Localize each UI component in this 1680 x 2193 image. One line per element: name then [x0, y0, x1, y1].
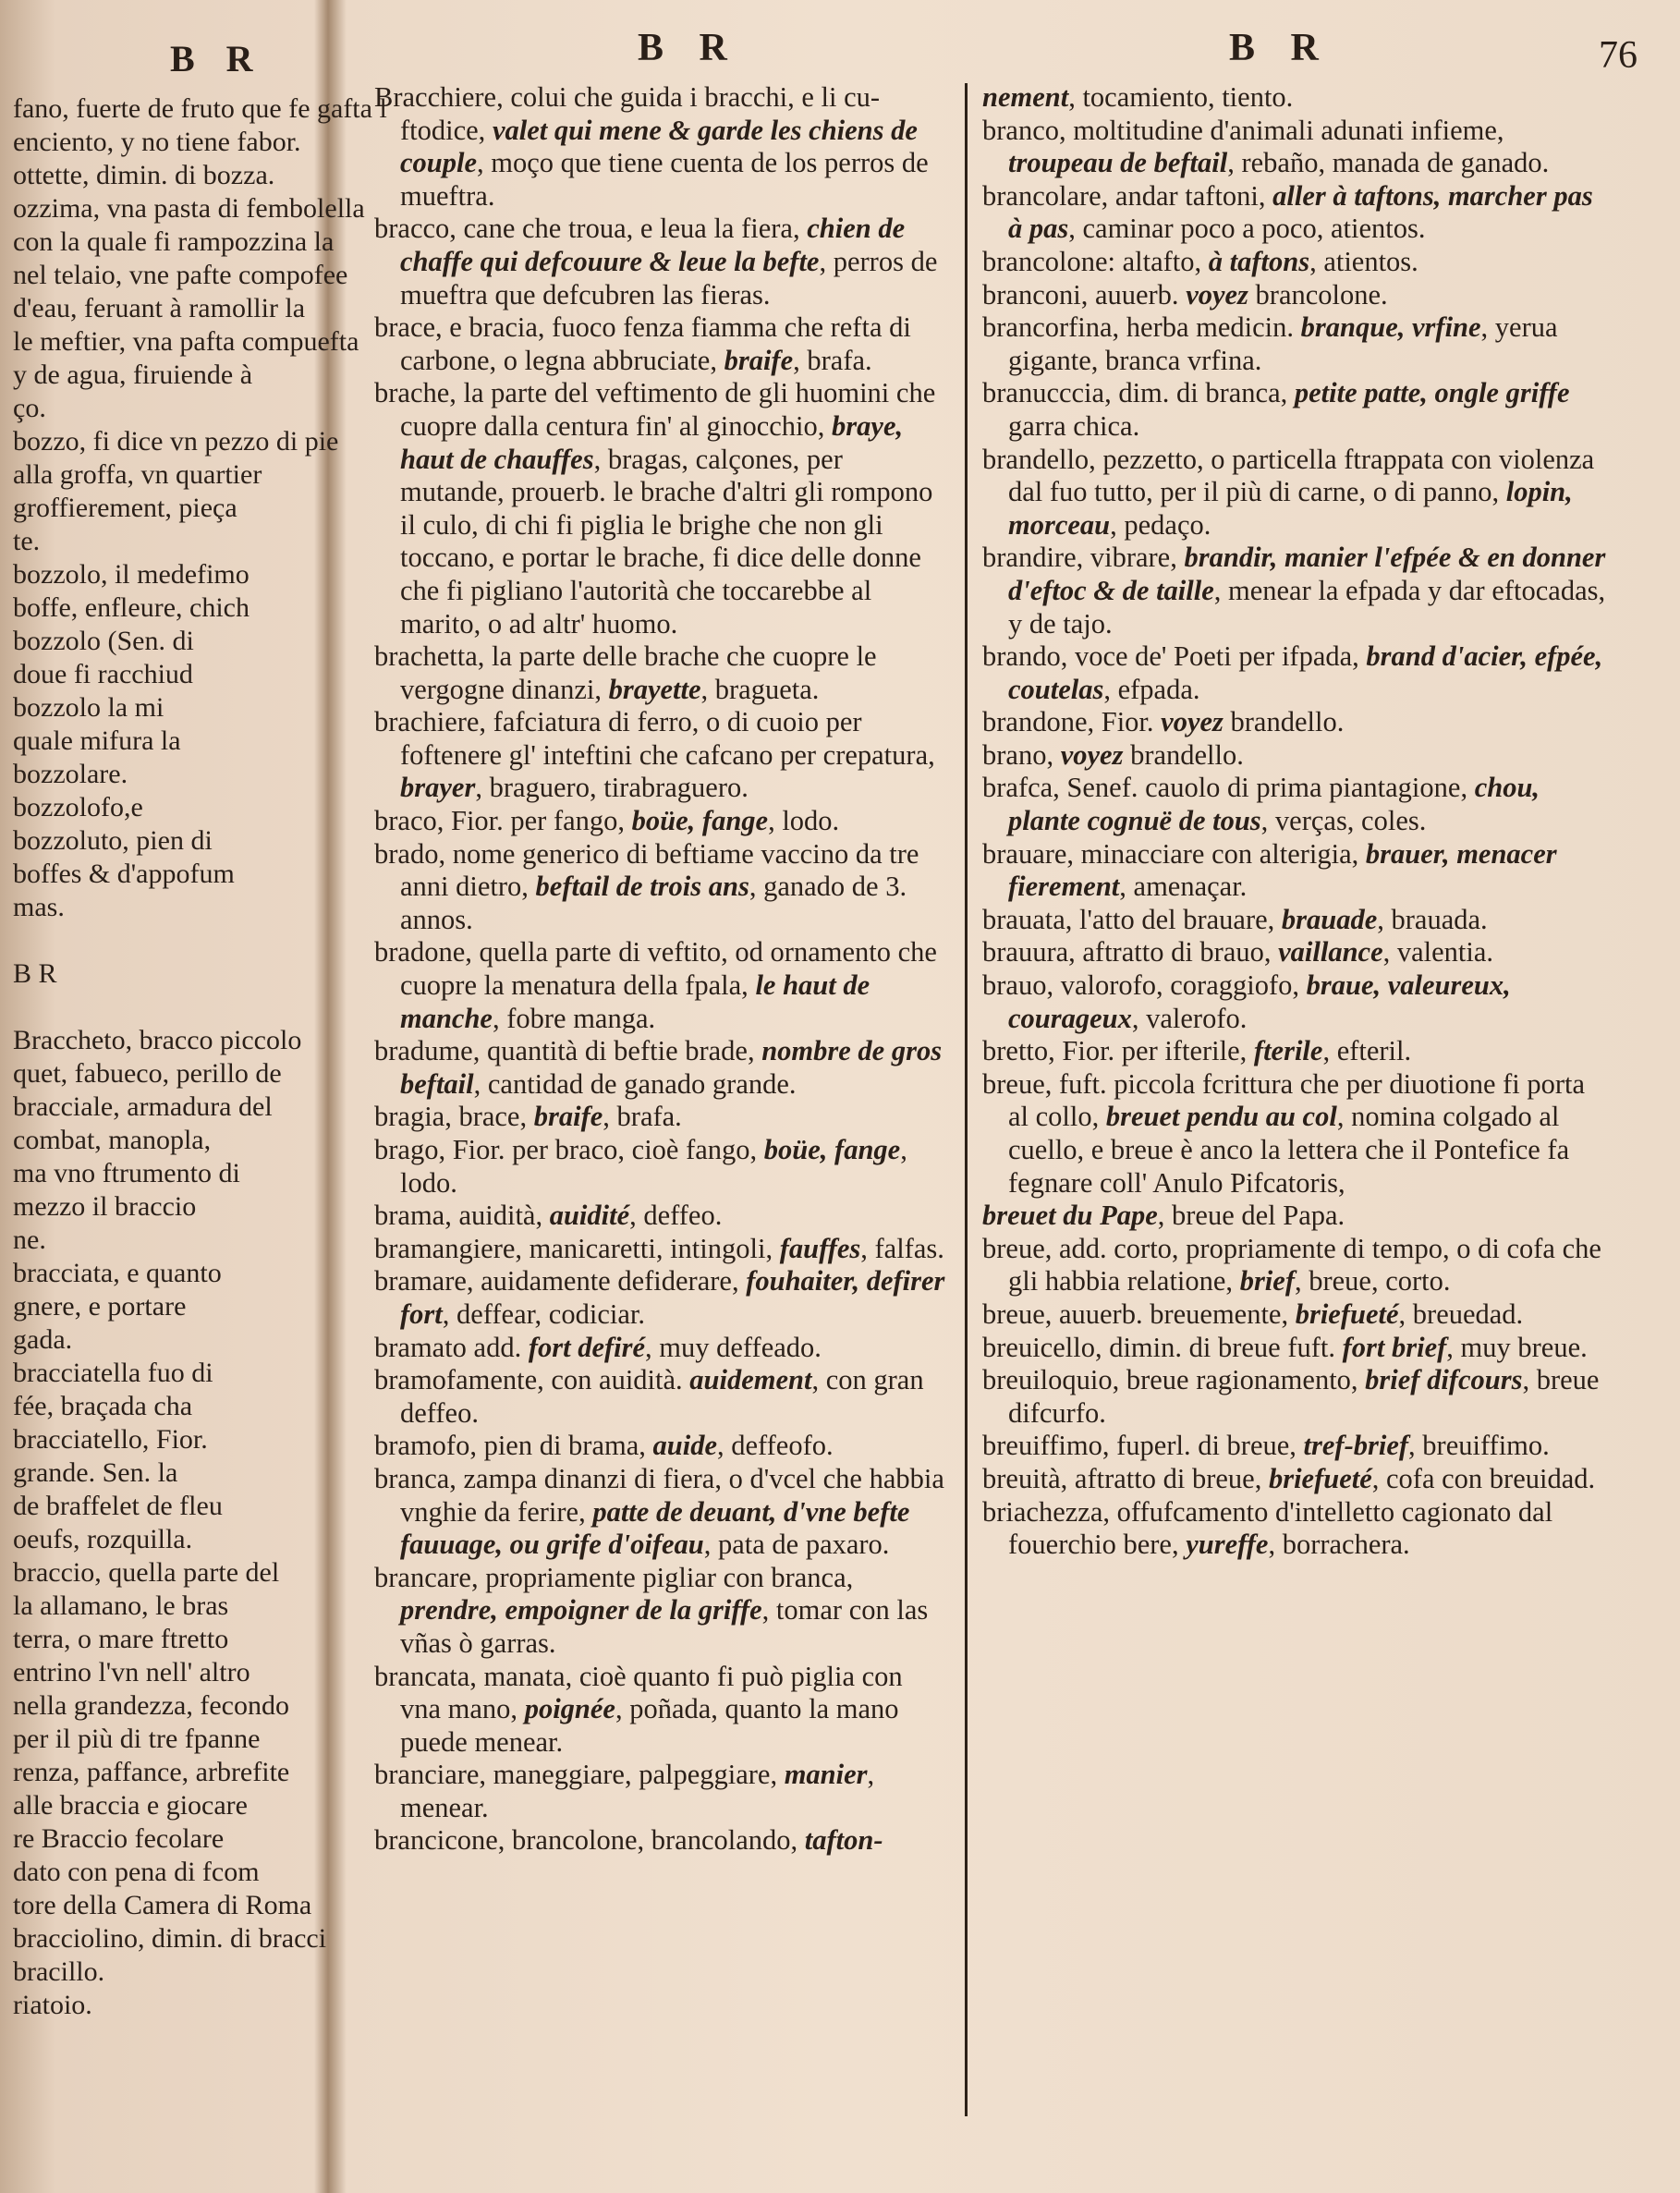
- entry-spanish: , moço que tiene cuenta de los perros de mueftra.: [400, 147, 929, 212]
- dictionary-entry: [374, 640, 947, 706]
- left-strip-line: doue fi racchiud: [13, 659, 193, 689]
- dictionary-entry: [982, 706, 1611, 739]
- entry-italian: bragia, brace,: [374, 1101, 534, 1133]
- entry-spanish: , cantidad de ganado grande.: [473, 1067, 797, 1100]
- dictionary-entry: [982, 772, 1611, 837]
- entry-french: aller à taftons, marcher pas à pas: [1008, 179, 1593, 245]
- left-strip-line: renza, paffance, arbrefite: [13, 1757, 290, 1787]
- entry-spanish: , tomar con las vñas ò garras.: [400, 1594, 929, 1659]
- dictionary-entry: [374, 81, 947, 213]
- left-strip-line: ma vno ftrumento di: [13, 1158, 240, 1188]
- left-strip-line: bracciata, e quanto: [13, 1258, 222, 1288]
- entry-french: brief: [1239, 1265, 1295, 1298]
- entry-french: brief difcours: [1365, 1364, 1523, 1396]
- entry-spanish: , breue del Papa.: [1157, 1200, 1345, 1232]
- dictionary-entry: [982, 904, 1611, 937]
- left-strip-line: bozzolo (Sen. di: [13, 626, 194, 656]
- dictionary-entry: [374, 1200, 947, 1233]
- dictionary-entry: [982, 1430, 1611, 1463]
- entry-spanish: , cofa con breuidad.: [1371, 1462, 1596, 1494]
- entry-spanish: , falfas.: [860, 1232, 944, 1264]
- dictionary-entry: [374, 1134, 947, 1200]
- entry-italian: brandire, vibrare,: [982, 542, 1185, 574]
- entry-italian: bramofo, pien di brama,: [374, 1430, 653, 1462]
- entry-spanish: , deffear, codiciar.: [442, 1298, 645, 1330]
- entry-italian: bramofamente, con auidità.: [374, 1364, 690, 1396]
- entry-spanish: , tocamiento, tiento.: [1068, 81, 1294, 113]
- dictionary-entry: [982, 542, 1611, 640]
- dictionary-entry: [374, 1824, 947, 1858]
- left-strip-line: oeufs, rozquilla.: [13, 1524, 193, 1554]
- entry-italian: breue, auuerb. breuemente,: [982, 1298, 1296, 1330]
- left-strip-line: bozzolo la mi: [13, 692, 164, 723]
- left-strip-line: per il più di tre fpanne: [13, 1724, 261, 1754]
- left-strip-line: boffes & d'appofum: [13, 859, 235, 889]
- entry-spanish: , pedaço.: [1110, 508, 1211, 541]
- entry-french: boüe, fange: [631, 805, 769, 837]
- left-strip-line: gada.: [13, 1324, 73, 1355]
- dictionary-entry: [982, 279, 1611, 312]
- entry-french: brayer: [400, 772, 476, 804]
- left-strip-line: gnere, e portare: [13, 1291, 187, 1322]
- left-strip-line: dato con pena di fcom: [13, 1857, 260, 1887]
- entry-italian: breuiloquio, breue ragionamento,: [982, 1364, 1366, 1396]
- dictionary-entry: [982, 1233, 1611, 1298]
- entry-french: fauffes: [779, 1232, 861, 1264]
- entry-spanish: , breue difcurfo.: [1008, 1364, 1600, 1429]
- left-strip-line: mas.: [13, 892, 65, 922]
- entry-french: fort defiré: [528, 1331, 646, 1363]
- left-strip-line: Braccheto, bracco piccolo: [13, 1025, 302, 1055]
- dictionary-entry: [374, 805, 947, 838]
- entry-italian: breue, fuft. piccola fcrittura che per diuotione fi porta al collo,: [982, 1067, 1586, 1133]
- entry-italian: brachetta, la parte delle brache che cuopre le vergogne dinanzi,: [374, 640, 877, 705]
- left-strip-line: riatoio.: [13, 1990, 92, 2020]
- dictionary-entry: [374, 311, 947, 377]
- dictionary-entry: [374, 1364, 947, 1430]
- left-strip-line: [13, 924, 307, 957]
- dictionary-entry: [982, 1068, 1611, 1200]
- entry-french: tafton-: [804, 1824, 883, 1857]
- entry-spanish: , muy deffeado.: [645, 1331, 822, 1363]
- entry-italian: bramangiere, manicaretti, intingoli,: [374, 1232, 780, 1264]
- entry-spanish: , brauada.: [1377, 903, 1488, 935]
- dictionary-entry: [982, 115, 1611, 180]
- left-strip-line: bracciatella fuo di: [13, 1358, 213, 1388]
- entry-spanish: , bragueta.: [700, 673, 820, 705]
- dictionary-entry: [374, 1463, 947, 1562]
- dictionary-entry: [982, 180, 1611, 246]
- entry-spanish: garra chica.: [1008, 409, 1140, 442]
- left-page-header: B R: [170, 38, 264, 79]
- entry-french: brayette: [608, 673, 701, 705]
- dictionary-entry: [982, 838, 1611, 904]
- dictionary-entry: [374, 1562, 947, 1661]
- entry-french: beftail de trois ans: [535, 871, 749, 903]
- dictionary-entry: [374, 377, 947, 640]
- entry-italian: branco, moltitudine d'animali adunati infieme,: [982, 114, 1504, 146]
- left-page-strip: [13, 37, 387, 2181]
- entry-spanish: , yerua gigante, branca vrfina.: [1008, 311, 1558, 376]
- entry-italian: brancorfina, herba medicin.: [982, 311, 1301, 344]
- entry-italian: brachiere, fafciatura di ferro, o di cuoio per foftenere gl' inteftini che cafcano per crepatura,: [374, 706, 935, 771]
- right-column-header: B R: [1229, 27, 1332, 69]
- entry-italian: brando, voce de' Poeti per ifpada,: [982, 640, 1367, 673]
- left-strip-line: bracciatello, Fior.: [13, 1424, 208, 1455]
- dictionary-entry: [982, 1035, 1611, 1068]
- entry-italian: braco, Fior. per fango,: [374, 805, 632, 837]
- entry-italian: breuiffimo, fuperl. di breue,: [982, 1430, 1304, 1462]
- entry-french: voyez: [1060, 738, 1124, 771]
- entry-spanish: , menear.: [400, 1759, 875, 1823]
- entry-french: nement: [982, 81, 1069, 113]
- entry-italian: brago, Fior. per braco, cioè fango,: [374, 1134, 764, 1165]
- entry-french: brauer, menacer fierement: [1008, 837, 1557, 903]
- entry-italian: bradume, quantità di beftie brade,: [374, 1035, 762, 1067]
- left-strip-line: te.: [13, 526, 41, 556]
- left-strip-line: ottette, dimin. di bozza.: [13, 160, 275, 190]
- dictionary-entry: [374, 1265, 947, 1331]
- entry-french: à taftons: [1208, 245, 1310, 277]
- entry-spanish: , poñada, quanto la mano puede menear.: [400, 1693, 899, 1758]
- entry-french: nombre de gros beftail: [400, 1035, 943, 1100]
- left-strip-line: re Braccio fecolare: [13, 1823, 225, 1854]
- entry-french: manier: [784, 1759, 868, 1791]
- entry-spanish: , brafa.: [793, 344, 872, 376]
- entry-french: breuet du Pape: [982, 1200, 1158, 1232]
- entry-french: troupeau de beftail: [1008, 147, 1228, 179]
- left-strip-line: con la quale fi rampozzina la: [13, 226, 335, 257]
- column-rule: [965, 83, 968, 2116]
- left-strip-line: alle braccia e giocare: [13, 1790, 248, 1821]
- entry-italian: brauare, minacciare con alterigia,: [982, 837, 1366, 870]
- entry-italian: brado, nome generico di beftiame vaccino da tre anni dietro,: [374, 837, 919, 903]
- left-strip-line: fano, fuerte de fruto que fe gafta l: [13, 93, 387, 124]
- entry-italian: bramare, auidamente defiderare,: [374, 1265, 747, 1298]
- dictionary-entry: [374, 1233, 947, 1266]
- left-strip-line: fée, braçada cha: [13, 1391, 193, 1421]
- entry-french: le haut de manche: [400, 969, 870, 1034]
- entry-italian: bracco, cane che troua, e leua la fiera,: [374, 213, 808, 245]
- entry-french: branque, vrfine: [1300, 311, 1481, 344]
- entry-italian: brauata, l'atto del brauare,: [982, 903, 1282, 935]
- left-strip-line: le meftier, vna pafta compuefta: [13, 326, 359, 357]
- middle-column: [374, 81, 947, 1858]
- entry-french: boüe, fange: [763, 1134, 901, 1165]
- left-strip-line: quet, fabueco, perillo de: [13, 1058, 282, 1089]
- left-strip-line: ozzima, vna pasta di fembolella: [13, 193, 365, 224]
- dictionary-entry: [982, 1496, 1611, 1562]
- entry-italian: bretto, Fior. per ifterile,: [982, 1035, 1254, 1067]
- entry-italian: brauura, aftratto di brauo,: [982, 936, 1279, 969]
- entry-spanish: , breuedad.: [1398, 1298, 1524, 1330]
- entry-french: chien de chaffe qui defcouure & leue la befte: [400, 213, 906, 277]
- dictionary-entry: [374, 1430, 947, 1463]
- entry-spanish: , valerofo.: [1131, 1002, 1248, 1034]
- page-number: 76: [1599, 34, 1637, 77]
- entry-french: petite patte, ongle griffe: [1294, 377, 1570, 409]
- entry-spanish: , nomina colgado al cuello, e breue è anco la lettera che il Pontefice fa fegnare coll' Anulo Pifcatoris,: [1008, 1101, 1570, 1199]
- left-strip-line: nel telaio, vne pafte compofee: [13, 260, 348, 290]
- left-strip-line: bracillo.: [13, 1956, 105, 1987]
- left-strip-line: boffe, enfleure, chich: [13, 592, 250, 623]
- dictionary-entry: [374, 213, 947, 311]
- entry-french: vaillance: [1278, 936, 1383, 969]
- entry-italian: branciare, maneggiare, palpeggiare,: [374, 1759, 785, 1791]
- entry-spanish: , con gran deffeo.: [400, 1364, 924, 1429]
- left-strip-line: bozzoluto, pien di: [13, 825, 213, 856]
- entry-french: voyez: [1161, 706, 1223, 738]
- entry-italian: breue, add. corto, propriamente di tempo, o di cofa che gli habbia relatione,: [982, 1232, 1601, 1298]
- entry-italian: Bracchiere, colui che guida i bracchi, e li cu-ftodice,: [374, 81, 881, 146]
- entry-french: auidement: [689, 1364, 812, 1396]
- dictionary-entry: [982, 739, 1611, 773]
- entry-italian: brache, la parte del veftimento de gli huomini che cuopre dalla centura fin' al ginocchio,: [374, 377, 936, 442]
- left-strip-line: B R: [13, 958, 57, 989]
- entry-italian: brace, e bracia, fuoco fenza fiamma che refta di carbone, o legna abbruciate,: [374, 311, 911, 376]
- dictionary-entry: [374, 838, 947, 937]
- entry-italian: brandone, Fior.: [982, 706, 1162, 738]
- entry-italian: branconi, auuerb.: [982, 278, 1187, 311]
- entry-spanish: , braguero, tirabraguero.: [475, 772, 749, 804]
- entry-spanish: , perros de mueftra que defcubren las fieras.: [400, 245, 938, 311]
- dictionary-entry: [982, 246, 1611, 279]
- entry-spanish: , efteril.: [1322, 1035, 1412, 1067]
- left-strip-line: bracciale, armadura del: [13, 1091, 273, 1122]
- entry-italian: brauo, valorofo, coraggiofo,: [982, 969, 1307, 1002]
- entry-french: brand d'acier, efpée, coutelas: [1008, 640, 1603, 705]
- dictionary-entry: [374, 1759, 947, 1824]
- left-strip-line: bozzolare.: [13, 759, 128, 789]
- left-page-lines: [13, 92, 387, 2022]
- entry-italian: brano,: [982, 738, 1061, 771]
- left-strip-line: quale mifura la: [13, 725, 181, 756]
- entry-spanish: , deffeo.: [629, 1200, 723, 1232]
- dictionary-entry: [982, 1200, 1611, 1233]
- left-strip-line: braccio, quella parte del: [13, 1557, 280, 1588]
- entry-spanish: , ganado de 3. annos.: [400, 871, 907, 935]
- left-strip-line: [13, 991, 307, 1024]
- entry-italian: branucccia, dim. di branca,: [982, 377, 1295, 409]
- entry-french: valet qui mene & garde les chiens de couple: [400, 114, 918, 179]
- entry-spanish: brancolone.: [1248, 278, 1388, 311]
- left-strip-line: mezzo il braccio: [13, 1191, 197, 1222]
- entry-spanish: brandello.: [1223, 706, 1345, 738]
- entry-french: voyez: [1186, 278, 1248, 311]
- dictionary-entry: [982, 640, 1611, 706]
- dictionary-entry: [982, 1364, 1611, 1430]
- dictionary-entry: [982, 1332, 1611, 1365]
- left-strip-line: alla groffa, vn quartier: [13, 459, 262, 490]
- entry-french: auidité: [549, 1200, 630, 1232]
- middle-column-header: B R: [638, 27, 740, 69]
- entry-spanish: , caminar poco a poco, atientos.: [1068, 213, 1426, 245]
- entry-spanish: , valentia.: [1382, 936, 1494, 969]
- left-strip-line: ço.: [13, 393, 46, 423]
- left-strip-line: bozzo, fi dice vn pezzo di pie: [13, 426, 339, 457]
- entry-french: braife: [724, 344, 794, 376]
- left-strip-line: nella grandezza, fecondo: [13, 1690, 289, 1721]
- left-strip-line: de braffelet de fleu: [13, 1491, 223, 1521]
- left-strip-line: bozzolofo,e: [13, 792, 143, 822]
- entry-spanish: , breue, corto.: [1294, 1265, 1451, 1298]
- entry-italian: brancicone, brancolone, brancolando,: [374, 1824, 805, 1857]
- entry-french: braife: [533, 1101, 603, 1133]
- entry-french: chou, plante cognuë de tous: [1008, 772, 1540, 837]
- left-strip-line: grande. Sen. la: [13, 1457, 178, 1488]
- left-strip-line: entrino l'vn nell' altro: [13, 1657, 250, 1687]
- entry-italian: breuità, aftratto di breue,: [982, 1462, 1269, 1494]
- entry-french: fouhaiter, defirer fort: [400, 1265, 945, 1330]
- entry-french: prendre, empoigner de la griffe: [400, 1594, 762, 1626]
- entry-french: yureffe: [1186, 1529, 1269, 1561]
- entry-french: brauade: [1281, 903, 1378, 935]
- entry-italian: brancolare, andar taftoni,: [982, 179, 1273, 212]
- entry-italian: brancolone: altafto,: [982, 245, 1209, 277]
- entry-french: brandir, manier l'efpée & en donner d'eftoc & de taille: [1008, 542, 1606, 606]
- entry-spanish: , rebaño, manada de ganado.: [1227, 147, 1550, 179]
- entry-spanish: , muy breue.: [1446, 1331, 1588, 1363]
- entry-french: braye, haut de chauffes: [400, 409, 904, 475]
- left-strip-line: tore della Camera di Roma: [13, 1890, 312, 1920]
- entry-spanish: , bragas, calçones, per mutande, prouerb. le brache d'altri gli rompono il culo, di chi fi piglia le brighe che non gli toccano, e portar le brache, fi dice delle donne che fi pigliano l'autorità che toccarebbe al marito, o ad altr' huomo.: [400, 443, 933, 640]
- entry-italian: bramato add.: [374, 1331, 529, 1363]
- left-strip-line: groffierement, pieça: [13, 493, 237, 523]
- left-strip-line: terra, o mare ftretto: [13, 1624, 229, 1654]
- entry-italian: brandello, pezzetto, o particella ftrappata con violenza dal fuo tutto, per il più di carne, o di panno,: [982, 443, 1595, 508]
- entry-italian: breuicello, dimin. di breue fuft.: [982, 1331, 1343, 1363]
- entry-spanish: , lodo.: [400, 1134, 907, 1199]
- dictionary-entry: [982, 444, 1611, 542]
- dictionary-entry: [374, 936, 947, 1035]
- entry-spanish: , atientos.: [1309, 245, 1418, 277]
- left-strip-line: combat, manopla,: [13, 1125, 212, 1155]
- entry-spanish: , pata de paxaro.: [703, 1529, 890, 1561]
- left-strip-line: d'eau, feruant à ramollir la: [13, 293, 306, 323]
- entry-spanish: , efpada.: [1103, 673, 1200, 705]
- left-strip-line: y de agua, firuiende à: [13, 359, 253, 390]
- dictionary-entry: [374, 706, 947, 805]
- entry-spanish: , deffeofo.: [717, 1430, 834, 1462]
- dictionary-entry: [982, 936, 1611, 969]
- dictionary-entry: [374, 1332, 947, 1365]
- dictionary-entry: [374, 1101, 947, 1134]
- entry-french: tref-brief: [1303, 1430, 1409, 1462]
- entry-italian: brafca, Senef. cauolo di prima piantagione,: [982, 772, 1475, 804]
- entry-spanish: , lodo.: [768, 805, 840, 837]
- dictionary-entry: [982, 969, 1611, 1035]
- left-strip-line: la allamano, le bras: [13, 1590, 229, 1621]
- entry-italian: briachezza, offufcamento d'intelletto cagionato dal fouerchio bere,: [982, 1495, 1553, 1561]
- entry-french: braue, valeureux, courageux: [1008, 969, 1511, 1034]
- entry-italian: bradone, quella parte di veftito, od ornamento che cuopre la menatura della fpala,: [374, 936, 937, 1002]
- left-strip-line: bracciolino, dimin. di bracci: [13, 1923, 327, 1954]
- left-strip-line: bozzolo, il medefimo: [13, 559, 250, 590]
- dictionary-entry: [982, 377, 1611, 443]
- entry-french: lopin, morceau: [1008, 476, 1573, 541]
- entry-spanish: , fobre manga.: [492, 1002, 656, 1034]
- right-column: [982, 81, 1611, 1562]
- dictionary-entry: [982, 1463, 1611, 1496]
- entry-spanish: brandello.: [1123, 738, 1244, 771]
- entry-french: briefueté: [1268, 1462, 1372, 1494]
- dictionary-entry: [982, 1298, 1611, 1332]
- entry-italian: brancare, propriamente pigliar con branca,: [374, 1561, 854, 1593]
- entry-french: fort brief: [1342, 1331, 1447, 1363]
- entry-french: breuet pendu au col: [1105, 1101, 1337, 1133]
- left-strip-line: ne.: [13, 1224, 46, 1255]
- entry-spanish: , borrachera.: [1268, 1529, 1410, 1561]
- entry-spanish: , brafa.: [603, 1101, 682, 1133]
- entry-italian: branca, zampa dinanzi di fiera, o d'vcel che habbia vnghie da ferire,: [374, 1462, 944, 1528]
- dictionary-entry: [374, 1035, 947, 1101]
- entry-french: poignée: [524, 1693, 615, 1725]
- dictionary-entry: [374, 1661, 947, 1760]
- entry-spanish: , amenaçar.: [1119, 871, 1248, 903]
- entry-spanish: , menear la efpada y dar eftocadas, y de tajo.: [1008, 574, 1606, 640]
- entry-italian: brama, auidità,: [374, 1200, 550, 1232]
- left-strip-line: enciento, y no tiene fabor.: [13, 127, 301, 157]
- dictionary-entry: [982, 81, 1611, 115]
- entry-italian: brancata, manata, cioè quanto fi può piglia con vna mano,: [374, 1660, 903, 1725]
- entry-french: auide: [652, 1430, 717, 1462]
- dictionary-entry: [982, 311, 1611, 377]
- entry-french: fterile: [1253, 1035, 1323, 1067]
- entry-french: patte de deuant, d'vne befte fauuage, ou grife d'oifeau: [400, 1495, 910, 1561]
- entry-french: briefueté: [1295, 1298, 1399, 1330]
- entry-spanish: , breuiffimo.: [1408, 1430, 1550, 1462]
- entry-spanish: , verças, coles.: [1260, 805, 1427, 837]
